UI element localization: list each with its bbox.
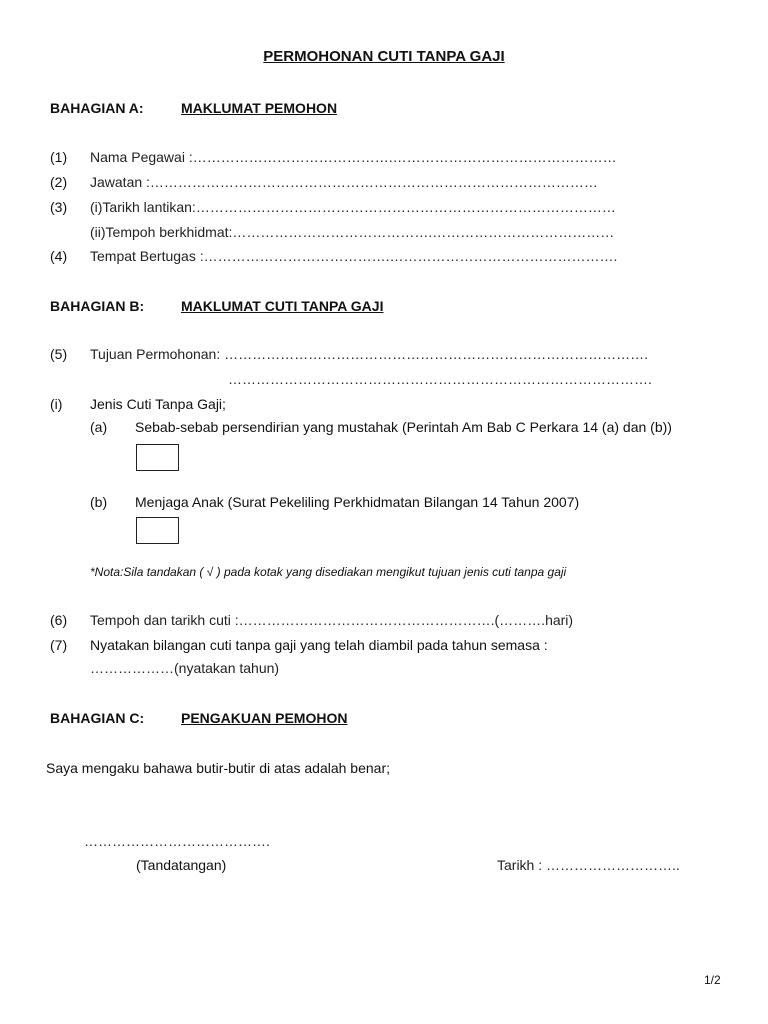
item-7-number: (7) xyxy=(50,637,68,653)
option-a-text: Sebab-sebab persendirian yang mustahak (Perintah Am Bab C Perkara 14 (a) dan (b)) xyxy=(135,419,672,435)
item-5-number: (5) xyxy=(50,346,68,362)
date-field[interactable]: Tarikh : ……………………….. xyxy=(497,857,680,873)
page-number: 1/2 xyxy=(704,973,721,987)
item-7-text: Nyatakan bilangan cuti tanpa gaji yang telah diambil pada tahun semasa : xyxy=(90,637,548,653)
section-a-heading: MAKLUMAT PEMOHON xyxy=(181,100,338,116)
option-b-checkbox[interactable] xyxy=(136,517,179,544)
section-b-heading: MAKLUMAT CUTI TANPA GAJI xyxy=(181,298,384,314)
option-a-checkbox[interactable] xyxy=(136,444,179,471)
section-c-heading: PENGAKUAN PEMOHON xyxy=(181,710,348,726)
item-4-number: (4) xyxy=(50,248,68,264)
jawatan-field[interactable]: Jawatan :…………………………………………………………………………………… xyxy=(90,174,598,190)
jenis-cuti-number: (i) xyxy=(50,396,63,412)
declaration-text: Saya mengaku bahawa butir-butir di atas adalah benar; xyxy=(46,760,390,776)
bilangan-cuti-field[interactable]: ………………(nyatakan tahun) xyxy=(90,660,280,676)
form-title: PERMOHONAN CUTI TANPA GAJI xyxy=(263,48,505,65)
signature-line[interactable]: …………………………………. xyxy=(84,833,270,849)
signature-label: (Tandatangan) xyxy=(136,857,227,873)
tujuan-permohonan-line-2[interactable]: ………………………………………………………………………………. xyxy=(228,371,652,387)
option-b-text: Menjaga Anak (Surat Pekeliling Perkhidmatan Bilangan 14 Tahun 2007) xyxy=(135,494,580,510)
tarikh-lantikan-field[interactable]: (i)Tarikh lantikan:……………………………………………………………………………… xyxy=(90,199,616,215)
item-2-number: (2) xyxy=(50,174,68,190)
option-a-number: (a) xyxy=(90,419,108,435)
section-c-label: BAHAGIAN C: xyxy=(50,710,145,726)
section-a-label: BAHAGIAN A: xyxy=(50,100,144,116)
tujuan-permohonan-field[interactable]: Tujuan Permohonan: ………………………………………………………………………………. xyxy=(90,346,649,362)
tempoh-berkhidmat-field[interactable]: (ii)Tempoh berkhidmat:…………………………………….………………………………… xyxy=(90,224,615,240)
tempoh-cuti-field[interactable]: Tempoh dan tarikh cuti :……………………………………………….(……….hari) xyxy=(90,612,574,628)
item-6-number: (6) xyxy=(50,612,68,628)
section-b-label: BAHAGIAN B: xyxy=(50,298,145,314)
option-b-number: (b) xyxy=(90,494,108,510)
note-text: *Nota:Sila tandakan ( √ ) pada kotak yang disediakan mengikut tujuan jenis cuti tanpa gaji xyxy=(90,565,567,579)
jenis-cuti-label: Jenis Cuti Tanpa Gaji; xyxy=(90,396,226,412)
nama-pegawai-field[interactable]: Nama Pegawai :…………………………………….………………………………………… xyxy=(90,149,617,165)
item-3-number: (3) xyxy=(50,199,68,215)
tempat-bertugas-field[interactable]: Tempat Bertugas :………………………………….…………………………………………. xyxy=(90,248,618,264)
item-1-number: (1) xyxy=(50,149,68,165)
